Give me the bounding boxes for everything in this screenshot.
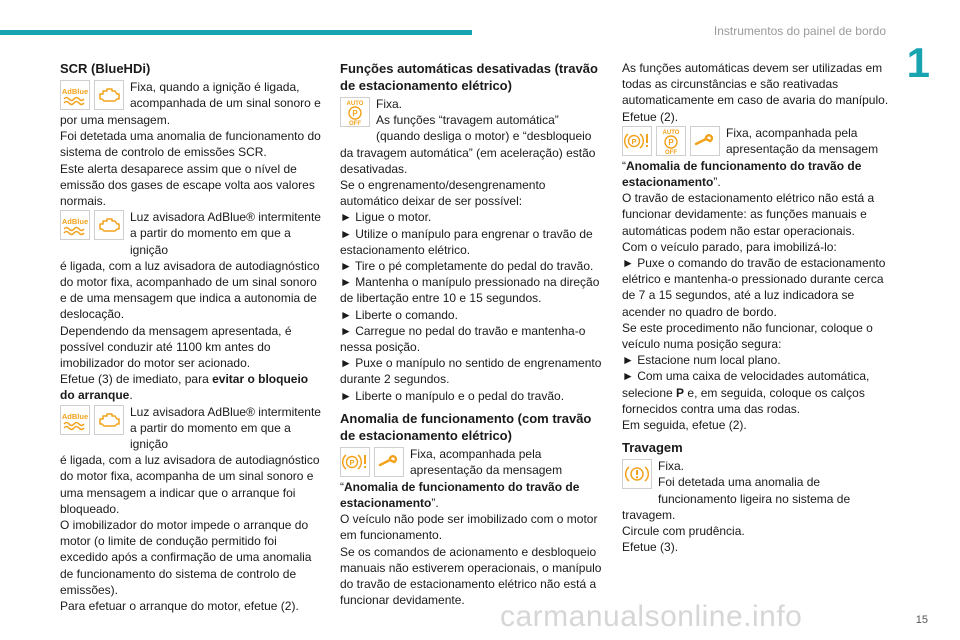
braking-title: Travagem	[622, 440, 683, 456]
engine-check-icon	[94, 210, 124, 240]
step-8: ► Liberte o manípulo e o pedal do travão.	[340, 388, 565, 403]
col3-step-2: ► Estacione num local plano.	[622, 353, 781, 368]
col3-para-1: As funções automáticas devem ser utilizadas em todas as circunstâncias e são reativadas automaticamente em caso de avaria do manípulo.	[622, 61, 889, 108]
auto-functions-title: Funções automáticas desativadas (travão de estacionamento elétrico)	[340, 61, 598, 93]
adblue-item-2	[60, 209, 326, 322]
combined-warning-item	[622, 125, 892, 190]
step-4: ► Mantenha o manípulo pressionado na direção de libertação entre 10 e 15 segundos.	[340, 275, 600, 306]
combined-warning-lead: Fixa, acompanhada pela apresentação da mensagem	[726, 125, 879, 157]
scr-title: SCR (BlueHDi)	[60, 61, 151, 76]
malfunction-para-3: Se os comandos de acionamento e desbloqueio manuais não estiverem operacionais, o manípulo do travão de estacionamento elétrico não está a funcionar devidamente.	[340, 544, 602, 608]
adblue-icon	[60, 80, 90, 110]
scr-para-1: Foi detetada uma anomalia de funcionamento do sistema de controlo de emissões SCR.	[60, 129, 321, 160]
combined-warning-message: “Anomalia de funcionamento do travão de estacionamento”.	[622, 158, 862, 190]
col3-para-7: Circule com prudência.	[622, 524, 745, 539]
auto-off-lead: Fixa.	[376, 97, 403, 111]
auto-off-item	[340, 96, 606, 177]
engine-check-icon	[94, 405, 124, 435]
step-3: ► Tire o pé completamente do pedal do travão.	[340, 259, 594, 274]
adblue-icon	[60, 405, 90, 435]
col3-para-8: Efetue (3).	[622, 540, 679, 555]
svg-text:P: P	[631, 136, 637, 146]
header-accent-bar	[0, 30, 472, 35]
malfunction-title: Anomalia de funcionamento (com travão de estacionamento elétrico)	[340, 410, 592, 443]
step-7: ► Puxe o manípulo no sentido de engrenamento durante 2 segundos.	[340, 356, 602, 387]
brake-warning-icon	[622, 459, 652, 489]
step-6: ► Carregue no pedal do travão e mantenha-o nessa posição.	[340, 323, 586, 355]
svg-text:OFF: OFF	[665, 149, 677, 155]
braking-lead: Fixa.	[658, 459, 685, 474]
auto-off-text: As funções “travagem automática” (quando desliga o motor) e “desbloqueio da travagem automática” (em aceleração) estão desativadas.	[340, 113, 596, 176]
braking-text: Foi detetada uma anomalia de funcionamento ligeira no sistema de travagem.	[622, 475, 851, 522]
engine-check-icon	[94, 80, 124, 110]
parking-brake-warning-icon	[622, 126, 652, 156]
adblue-item-1	[60, 79, 326, 128]
wrench-icon	[690, 126, 720, 156]
svg-text:AdBlue: AdBlue	[61, 411, 89, 421]
column-braking	[622, 60, 892, 555]
col3-para-4: Com o veículo parado, para imobilizá-lo:	[622, 239, 837, 254]
col3-para-2: Efetue (2).	[622, 109, 679, 124]
adblue-item-3-lead: Luz avisadora AdBlue® intermitente a partir do momento em que a ignição	[130, 404, 321, 452]
col3-para-5: Se este procedimento não funcionar, coloque o veículo numa posição segura:	[622, 320, 873, 352]
scr-para-4: Efetue (3) de imediato, para evitar o bloqueio do arranque.	[60, 372, 309, 403]
wrench-icon	[374, 447, 404, 477]
adblue-item-2-rest: é ligada, com a luz avisadora de autodiagnóstico do motor fixa, acompanhado de um sinal sonoro e de uma mensagem que indica a autonomia de deslocação.	[60, 258, 320, 322]
step-1: ► Ligue o motor.	[340, 210, 432, 225]
column-scr	[60, 60, 326, 614]
scr-para-3: Dependendo da mensagem apresentada, é possível conduzir até 1100 km antes do imobilizador do motor ser acionado.	[60, 323, 292, 371]
svg-text:P: P	[668, 137, 674, 147]
svg-text:OFF: OFF	[349, 121, 361, 126]
malfunction-message: “Anomalia de funcionamento do travão de estacionamento”.	[340, 479, 580, 511]
column-parking-brake	[340, 60, 606, 608]
svg-text:AdBlue: AdBlue	[61, 217, 89, 227]
adblue-item-1-rest: por uma mensagem.	[60, 113, 171, 127]
col3-para-3: O travão de estacionamento elétrico não está a funcionar devidamente: as funções manuais e automáticas podem não estar operacionais.	[622, 191, 875, 238]
malfunction-para-2: O veículo não pode ser imobilizado com o motor em funcionamento.	[340, 512, 598, 543]
scr-para-6: Para efetuar o arranque do motor, efetue (2).	[60, 599, 299, 614]
parking-brake-warning-icon	[340, 447, 370, 477]
adblue-icon	[60, 210, 90, 240]
header-title: Instrumentos do painel de bordo	[713, 24, 886, 38]
svg-text:AdBlue: AdBlue	[61, 87, 89, 96]
malfunction-item	[340, 446, 606, 511]
svg-text:AUTO: AUTO	[346, 101, 364, 107]
step-2: ► Utilize o manípulo para engrenar o travão de estacionamento elétrico.	[340, 226, 593, 257]
auto-p-off-icon	[340, 97, 370, 127]
col3-para-6: Em seguida, efetue (2).	[622, 418, 747, 433]
svg-text:AUTO: AUTO	[662, 129, 680, 136]
adblue-item-3	[60, 404, 326, 517]
col3-step-1: ► Puxe o comando do travão de estacionamento elétrico e mantenha-o pressionado durante cerca de 7 a 15 segundos, até a luz indicadora se acender no quadro de bordo.	[622, 256, 886, 319]
page-number: 15	[915, 614, 928, 626]
adblue-item-2-lead: Luz avisadora AdBlue® intermitente a partir do momento em que a ignição	[130, 210, 321, 257]
braking-item	[622, 458, 892, 523]
col3-step-3: ► Com uma caixa de velocidades automática, selecione P e, em seguida, coloque os calços fornecidos contra uma das rodas.	[622, 369, 870, 416]
svg-text:P: P	[352, 109, 358, 118]
chapter-number: 1	[906, 39, 930, 86]
malfunction-lead: Fixa, acompanhada pela apresentação da mensagem	[410, 446, 563, 478]
adblue-item-1-lead: Fixa, quando a ignição é ligada, acompanhada de um sinal sonoro e	[130, 80, 321, 111]
watermark: carmanualsonline.info	[500, 600, 803, 633]
scr-para-5: O imobilizador do motor impede o arranque do motor (o limite de condução permitido foi excedido após a confirmação de uma anomalia de funcionamento do sistema de controlo de emissões).	[60, 518, 312, 597]
adblue-item-3-rest: é ligada, com a luz avisadora de autodiagnóstico do motor fixa, acompanha de um sinal sonoro e uma mensagem a indicar que o arranque foi bloqueado.	[60, 453, 320, 516]
svg-text:P: P	[349, 457, 355, 467]
scr-para-2: Este alerta desaparece assim que o nível de emissão dos gases de escape volta aos valores normais.	[60, 161, 315, 209]
step-5: ► Liberte o comando.	[340, 307, 458, 322]
auto-p-off-icon	[656, 126, 686, 156]
auto-para-1: Se o engrenamento/desengrenamento automático deixar de ser possível:	[340, 178, 546, 209]
